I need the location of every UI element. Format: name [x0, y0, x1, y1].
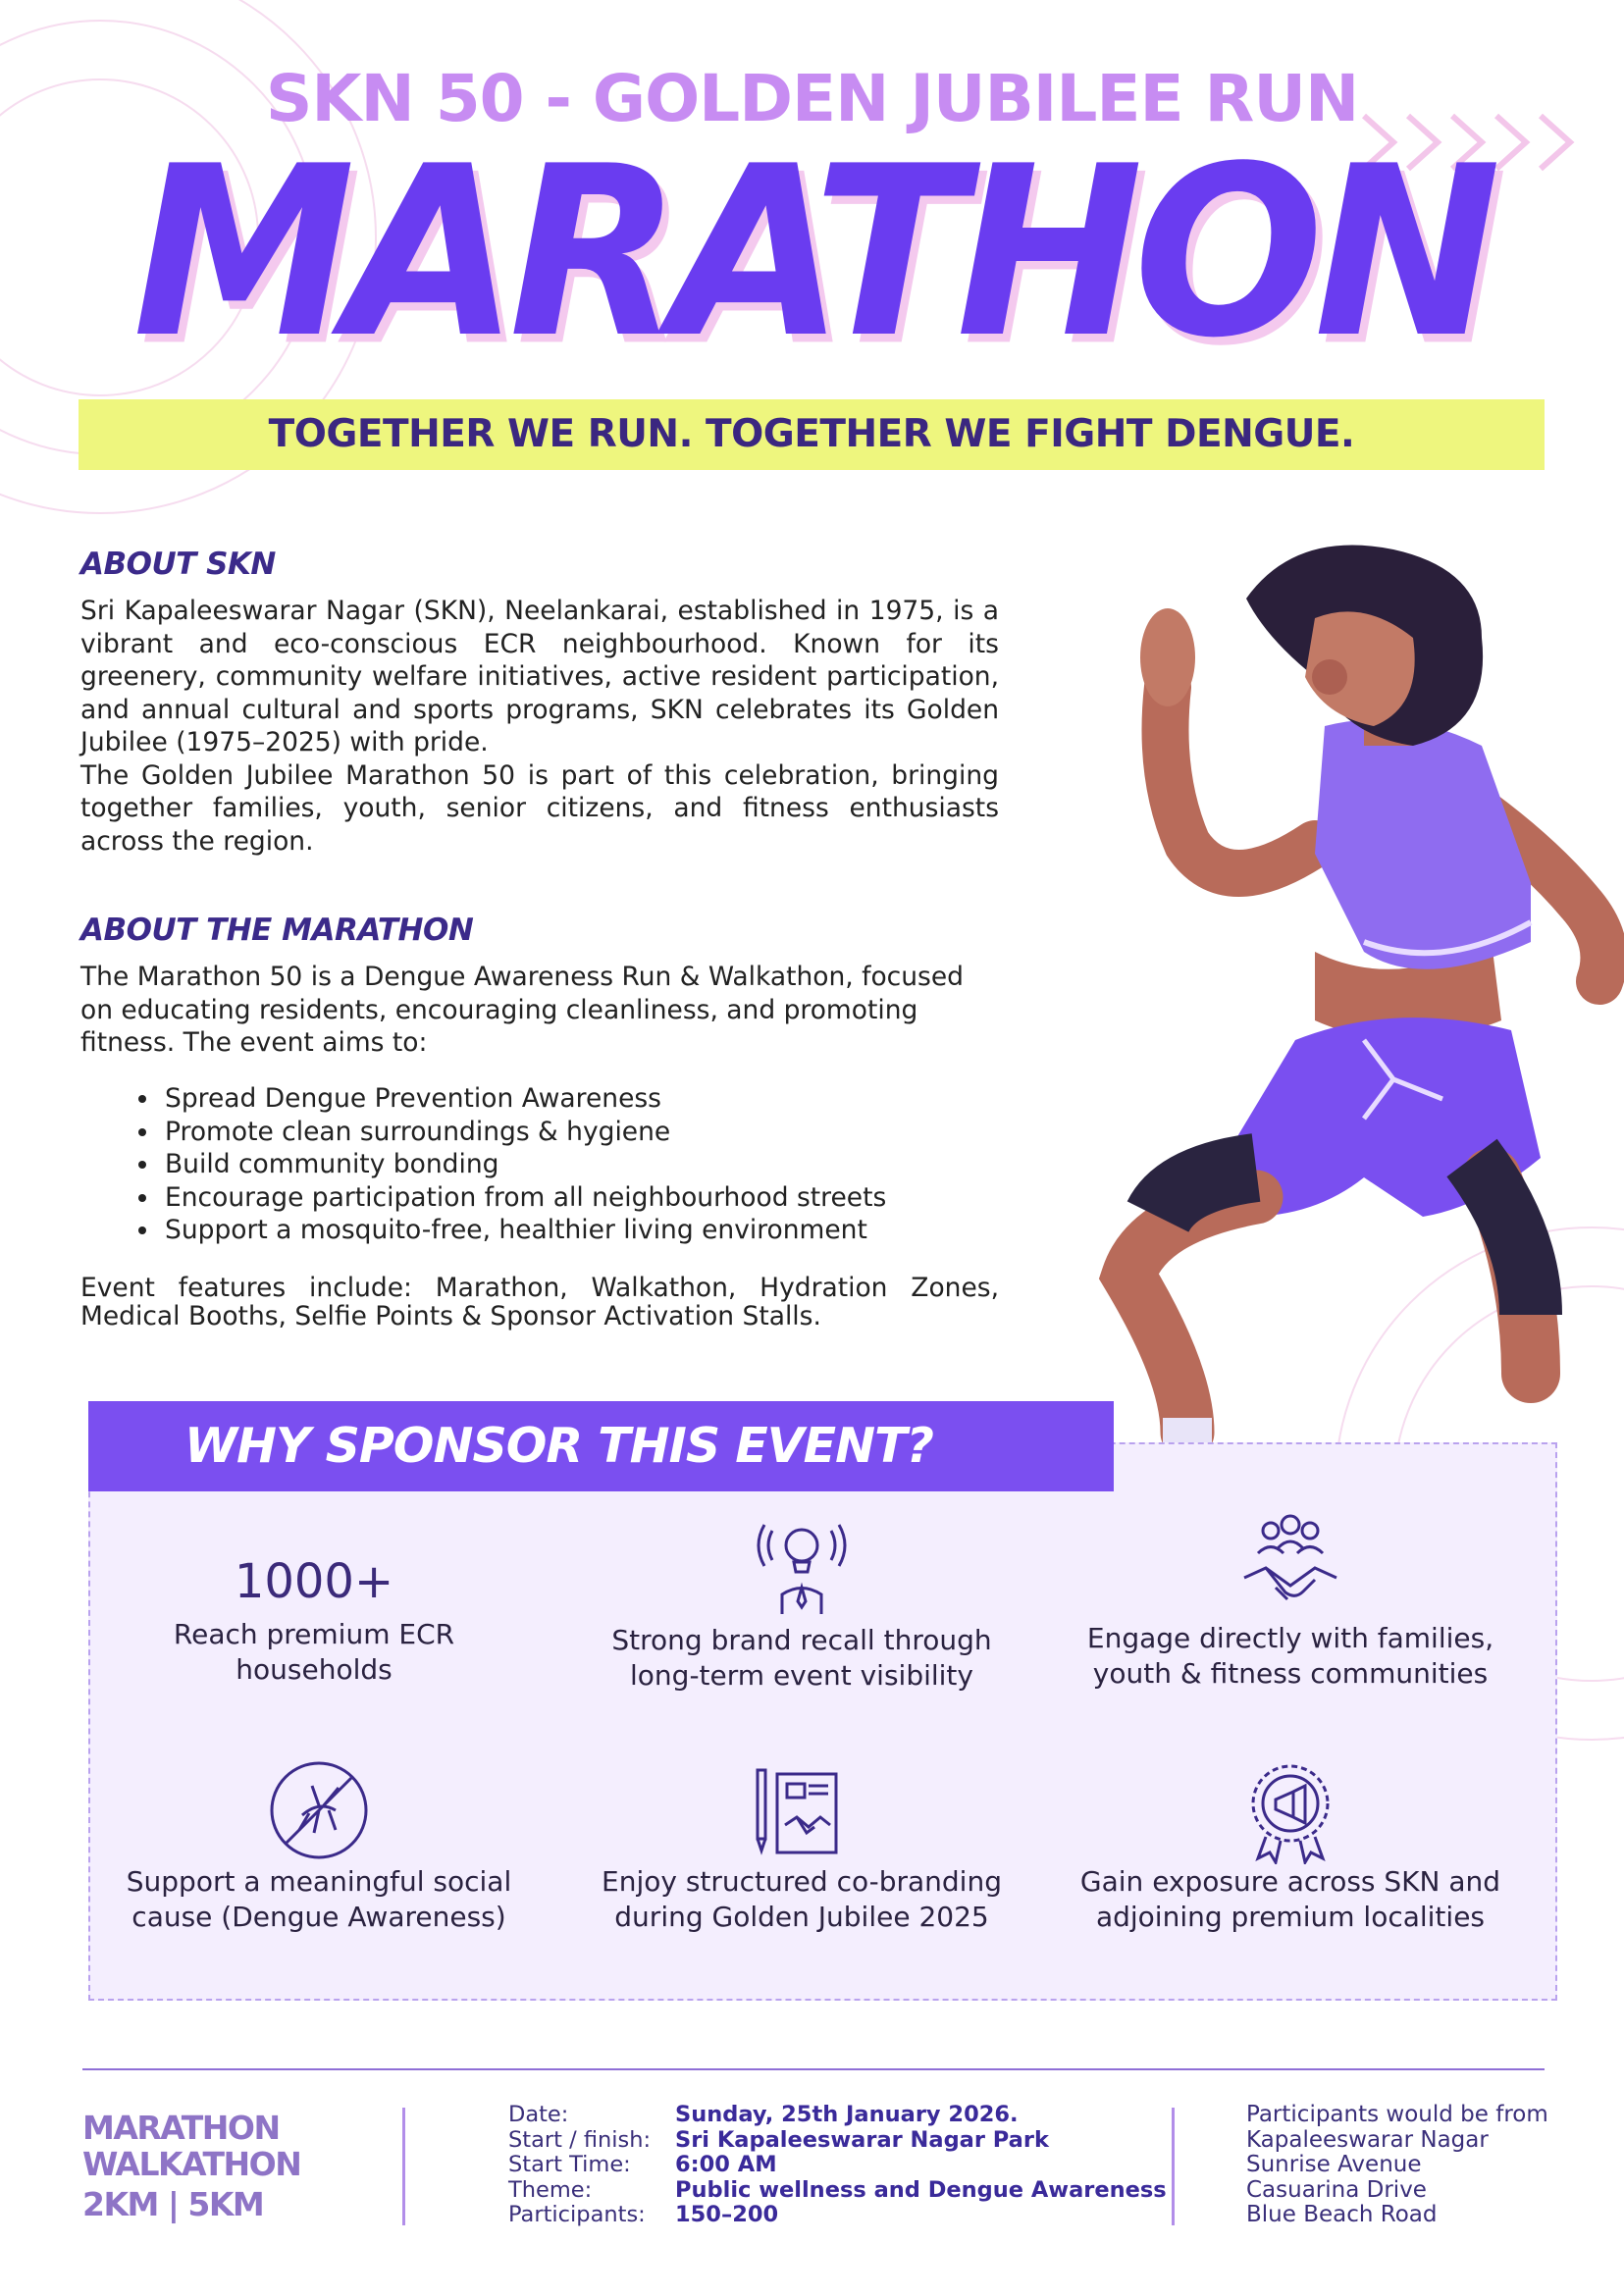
sponsor-benefit-cobranding: [576, 1756, 1027, 1935]
footer-distances: 2KM | 5KM: [82, 2185, 264, 2223]
why-sponsor-heading: WHY SPONSOR THIS EVENT?: [184, 1418, 933, 1474]
value-theme: Public wellness and Dengue Awareness: [675, 2176, 1167, 2203]
footer-event-types: [82, 2110, 300, 2222]
participants-from-heading: Participants would be from: [1246, 2102, 1548, 2127]
sponsor-benefit-cause: [93, 1756, 545, 1935]
label-date: Date:: [508, 2102, 569, 2127]
participant-area: Blue Beach Road: [1246, 2202, 1438, 2227]
list-item: • Build community bonding: [161, 1148, 1044, 1181]
value-date: Sunday, 25th January 2026.: [675, 2102, 1019, 2127]
footer-values: [675, 2103, 1167, 2228]
list-item: • Promote clean surroundings & hygiene: [161, 1116, 1044, 1149]
reach-stat: 1000+: [234, 1554, 394, 1609]
benefit-text: during Golden Jubilee 2025: [614, 1901, 989, 1933]
list-item: • Support a mosquito-free, healthier living environment: [161, 1214, 1044, 1247]
value-participants: 150–200: [675, 2202, 779, 2227]
label-start-time: Start Time:: [508, 2152, 631, 2177]
event-subtitle: SKN 50 - GOLDEN JUBILEE RUN: [265, 61, 1359, 136]
about-marathon-intro: The Marathon 50 is a Dengue Awareness Run & Walkathon, focused on educating residents, encouraging cleanliness, and promoting fitness. The event aims to:: [80, 962, 964, 1058]
sponsor-benefit-engage: [1065, 1509, 1516, 1692]
value-start-time: 6:00 AM: [675, 2152, 777, 2177]
about-skn-para1: Sri Kapaleeswarar Nagar (SKN), Neelankarai, established in 1975, is a vibrant and eco-conscious ECR neighbourhood. Known for its greenery, community welfare initiatives, active resident participation, and annual cultural and sports programs, SKN celebrates its Golden Jubilee (1975–2025) with pride.: [80, 596, 999, 757]
footer-walkathon: WALKATHON: [82, 2145, 301, 2183]
label-participants: Participants:: [508, 2202, 646, 2227]
about-skn-para2: The Golden Jubilee Marathon 50 is part of this celebration, bringing together families, youth, senior citizens, and fitness enthusiasts across the region.: [80, 759, 999, 857]
contract-handshake-icon: [748, 1756, 856, 1864]
footer-vertical-divider: [402, 2108, 405, 2225]
benefit-text: Engage directly with families,: [1086, 1622, 1494, 1654]
about-marathon-heading: ABOUT THE MARATHON: [80, 913, 474, 948]
benefit-text: Reach premium ECR: [173, 1618, 455, 1650]
about-skn-text: [80, 595, 999, 858]
benefit-text: Enjoy structured co-branding: [602, 1865, 1002, 1898]
marathon-aims-list: [110, 1082, 1044, 1247]
participant-area: Kapaleeswarar Nagar: [1246, 2126, 1489, 2153]
participant-area: Casuarina Drive: [1246, 2176, 1427, 2203]
footer-divider: [82, 2068, 1545, 2070]
benefit-text: Strong brand recall through: [611, 1624, 992, 1656]
footer-vertical-divider: [1172, 2108, 1175, 2225]
sponsor-benefit-recall: [576, 1511, 1027, 1694]
about-skn-heading: ABOUT SKN: [80, 547, 276, 582]
list-item: • Encourage participation from all neighbourhood streets: [161, 1181, 1044, 1215]
sponsor-benefit-exposure: [1065, 1756, 1516, 1935]
benefit-text: long-term event visibility: [630, 1659, 973, 1692]
no-mosquito-icon: [265, 1756, 373, 1864]
footer-marathon: MARATHON: [82, 2109, 280, 2147]
event-features-text: Event features include: Marathon, Walkathon, Hydration Zones, Medical Booths, Selfie Points & Sponsor Activation Stalls.: [80, 1273, 999, 1331]
sponsor-benefit-reach: [88, 1552, 540, 1688]
benefit-text: youth & fitness communities: [1092, 1657, 1489, 1690]
value-start-finish: Sri Kapaleeswarar Nagar Park: [675, 2126, 1049, 2153]
label-start-finish: Start / finish:: [508, 2126, 652, 2153]
benefit-text: adjoining premium localities: [1095, 1901, 1486, 1933]
handshake-community-icon: [1236, 1509, 1344, 1617]
lightbulb-person-icon: [753, 1511, 851, 1619]
participant-area: Sunrise Avenue: [1246, 2152, 1422, 2177]
footer-labels: [508, 2103, 651, 2228]
benefit-text: Gain exposure across SKN and: [1079, 1865, 1501, 1898]
footer-participants-from: [1246, 2103, 1548, 2228]
benefit-text: households: [236, 1653, 393, 1686]
megaphone-badge-icon: [1236, 1756, 1344, 1864]
page-title: MARATHON: [132, 115, 1492, 390]
list-item: • Spread Dengue Prevention Awareness: [161, 1082, 1044, 1116]
benefit-text: cause (Dengue Awareness): [131, 1901, 506, 1933]
label-theme: Theme:: [508, 2176, 593, 2203]
benefit-text: Support a meaningful social: [126, 1865, 512, 1898]
tagline: TOGETHER WE RUN. TOGETHER WE FIGHT DENGUE.: [268, 412, 1355, 456]
runner-illustration: [1070, 530, 1624, 1472]
